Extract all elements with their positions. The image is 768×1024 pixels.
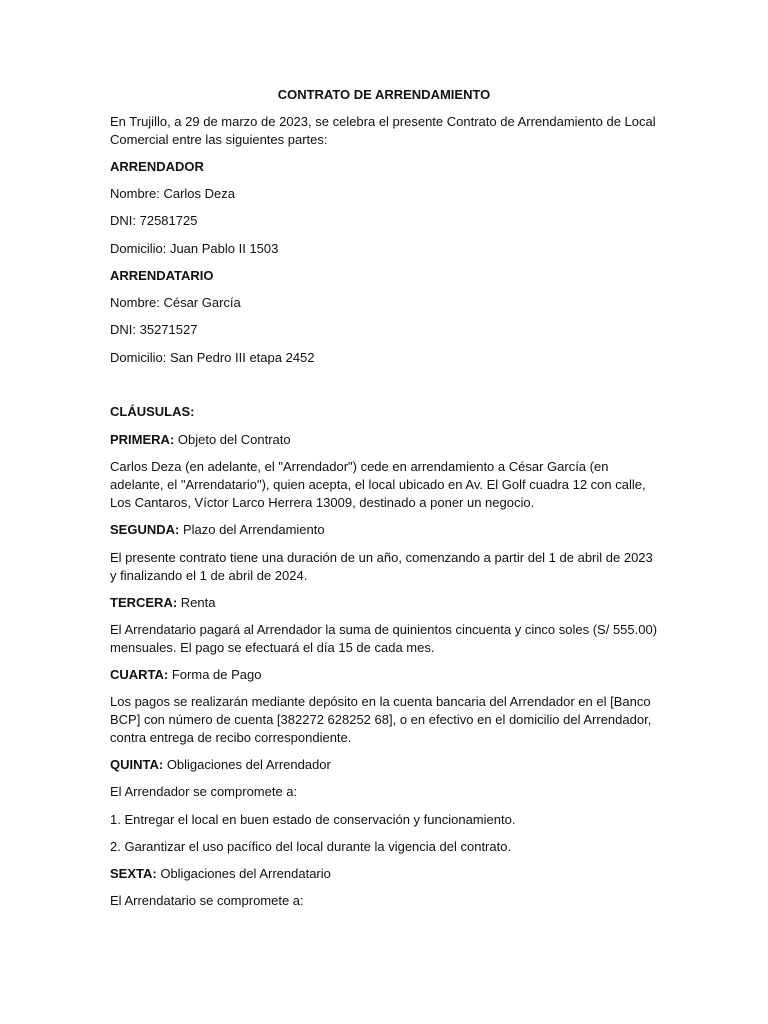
clausula-sexta-heading [110,865,331,883]
clausula-cuarta-label: CUARTA: [110,667,169,682]
clausula-primera-heading [110,431,291,449]
clausula-quinta-item-2: 2. Garantizar el uso pacífico del local durante la vigencia del contrato. [110,839,512,854]
clausula-quinta-title: Obligaciones del Arrendador [163,757,331,772]
arrendatario-dni: DNI: 35271527 [110,322,198,337]
arrendatario-domicilio: Domicilio: San Pedro III etapa 2452 [110,350,315,365]
clausula-cuarta-title: Forma de Pago [168,667,262,682]
clausula-quinta-label: QUINTA: [110,757,164,772]
clausula-cuarta-line-2: BCP] con número de cuenta [382272 628252 68], o en efectivo en el domicilio del Arrendador, [110,712,652,727]
clausula-tercera-heading [110,594,215,612]
clausula-segunda-label: SEGUNDA: [110,522,180,537]
clausula-primera-line-2: adelante, el "Arrendatario"), quien acepta, el local ubicado en Av. El Golf cuadra 12 con calle, [110,477,646,492]
clausula-cuarta-line-1: Los pagos se realizarán mediante depósito en la cuenta bancaria del Arrendador en el [Banco [110,694,651,709]
arrendador-domicilio: Domicilio: Juan Pablo II 1503 [110,241,279,256]
arrendador-dni: DNI: 72581725 [110,213,198,228]
clausula-sexta-intro: El Arrendatario se compromete a: [110,893,304,908]
clausula-quinta-heading [110,756,331,774]
document-title: CONTRATO DE ARRENDAMIENTO [277,87,491,102]
clausula-primera-title: Objeto del Contrato [174,432,291,447]
intro-line-2: Comercial entre las siguientes partes: [110,132,328,147]
arrendador-heading: ARRENDADOR [110,159,204,174]
clausula-cuarta-heading [110,666,261,684]
clausula-quinta-item-1: 1. Entregar el local en buen estado de conservación y funcionamiento. [110,812,516,827]
clausula-primera-line-1: Carlos Deza (en adelante, el "Arrendador") cede en arrendamiento a César García (en [110,459,609,474]
clausula-tercera-line-1: El Arrendatario pagará al Arrendador la suma de quinientos cincuenta y cinco soles (S/ 555.00) [110,622,658,637]
clausula-tercera-label: TERCERA: [110,595,178,610]
clausula-tercera-title: Renta [177,595,216,610]
clausula-segunda-title: Plazo del Arrendamiento [179,522,325,537]
clausula-primera-line-3: Los Cantaros, Víctor Larco Herrera 13009, destinado a poner un negocio. [110,495,535,510]
clausulas-heading: CLÁUSULAS: [110,404,195,419]
arrendatario-nombre: Nombre: César García [110,295,241,310]
clausula-tercera-line-2: mensuales. El pago se efectuará el día 15 de cada mes. [110,640,435,655]
clausula-sexta-label: SEXTA: [110,866,157,881]
arrendatario-heading: ARRENDATARIO [110,268,214,283]
clausula-segunda-line-2: y finalizando el 1 de abril de 2024. [110,568,308,583]
clausula-sexta-title: Obligaciones del Arrendatario [156,866,331,881]
clausula-cuarta-line-3: contra entrega de recibo correspondiente. [110,730,352,745]
clausula-quinta-intro: El Arrendador se compromete a: [110,784,298,799]
intro-line-1: En Trujillo, a 29 de marzo de 2023, se celebra el presente Contrato de Arrendamiento de Local [110,114,656,129]
arrendador-nombre: Nombre: Carlos Deza [110,186,235,201]
clausula-primera-label: PRIMERA: [110,432,175,447]
clausula-segunda-heading [110,521,325,539]
clausula-segunda-line-1: El presente contrato tiene una duración de un año, comenzando a partir del 1 de abril de 2023 [110,550,653,565]
